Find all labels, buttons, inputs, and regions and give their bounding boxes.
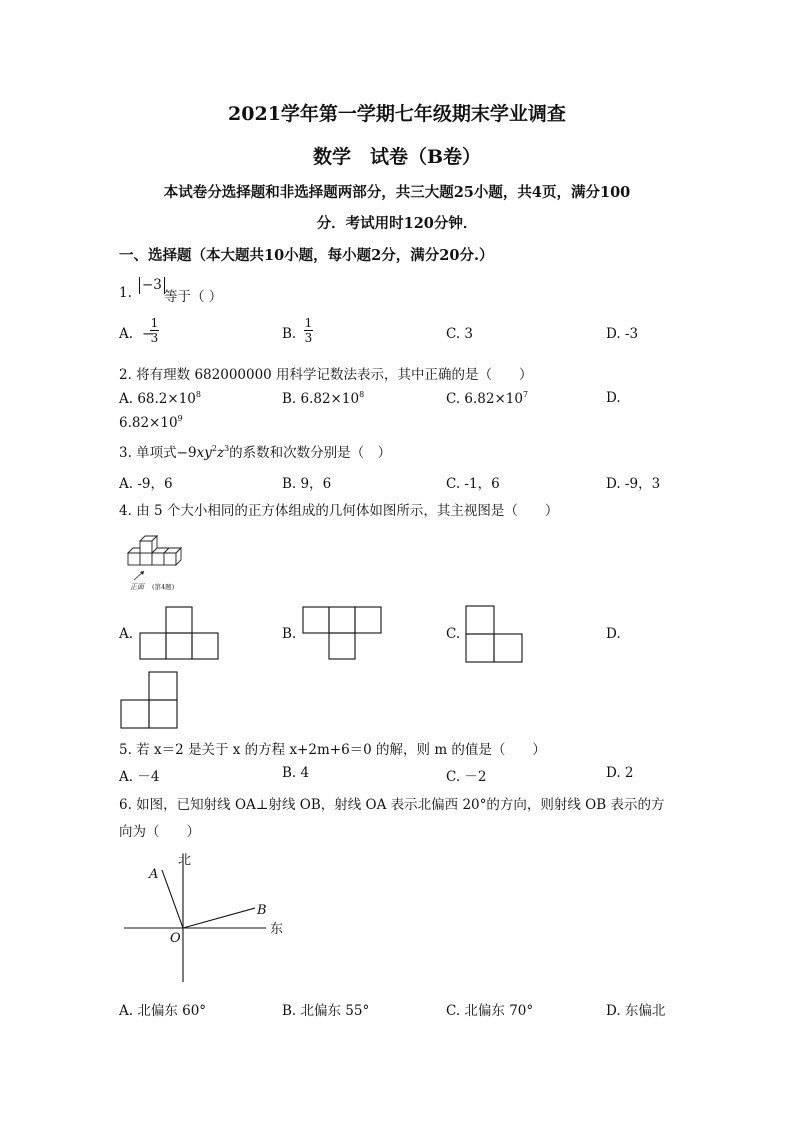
q4-stem: 4. 由 5 个大小相同的正方体组成的几何体如图所示，其主视图是（ ） [119, 503, 559, 519]
q4-option-c-label: C. [446, 626, 461, 642]
q1-option-a-label: A. [119, 326, 134, 342]
exam-note-line2: 分．考试用时120分钟． [316, 215, 478, 232]
q1-option-b-label: B. [282, 326, 297, 342]
q1-option-a-sign: − [142, 326, 154, 342]
q4-option-d-label: D. [606, 626, 621, 642]
q2-option-c-exp: 7 [522, 390, 529, 399]
q4-option-b-label: B. [282, 626, 297, 642]
q2-option-b-exp: 8 [359, 390, 365, 399]
point-b-label: B [257, 903, 267, 918]
q2-option-a-base: A. 68.2×10 [119, 391, 196, 407]
q3-var-x: x [196, 445, 205, 461]
front-label: 正面 [130, 583, 144, 591]
q2-option-d-label: D. [606, 390, 621, 406]
q4-option-d-figure [120, 671, 180, 729]
q6-option-b: B. 北偏东 55° [282, 1003, 370, 1019]
q5-stem: 5. 若 x＝2 是关于 x 的方程 x+2m+6＝0 的解，则 m 的值是（ ） [119, 742, 546, 758]
q4-option-c-figure [465, 605, 525, 663]
q5-option-b: B. 4 [282, 765, 310, 781]
q4-option-a-label: A. [119, 626, 134, 642]
q3-coef: −9 [176, 445, 197, 461]
north-label: 北 [178, 853, 192, 868]
q6-stem-line1: 6. 如图，已知射线 OA⊥射线 OB，射线 OA 表示北偏西 20°的方向，则射线 OB 表示的方 [119, 797, 665, 813]
q1-option-a-numerator: 1 [150, 316, 159, 330]
q2-option-b-base: B. 6.82×10 [282, 391, 360, 407]
q3-y-exp: 2 [211, 444, 217, 453]
q3-option-c: C. -1，6 [446, 476, 500, 492]
exam-subtitle: 数学 试卷（B卷） [312, 146, 482, 168]
q3-var-z: z [216, 445, 225, 461]
q1-option-a-fraction [150, 316, 159, 345]
figure-caption: (第4题) [152, 583, 175, 591]
q2-option-c [446, 390, 528, 407]
q3-option-a: A. -9，6 [119, 476, 173, 492]
exam-note-line1: 本试卷分选择题和非选择题两部分，共三大题25小题，共4页，满分100 [163, 184, 631, 201]
exam-title: 2021学年第一学期七年级期末学业调查 [228, 103, 566, 125]
q5-option-d: D. 2 [606, 765, 634, 781]
q3-suffix: 的系数和次数分别是（ ） [229, 445, 392, 461]
point-a-label: A [149, 867, 159, 882]
q5-option-a: A. －4 [119, 769, 160, 785]
q1-option-c: C. 3 [446, 326, 474, 342]
q6-option-c: C. 北偏东 70° [446, 1003, 534, 1019]
q6-stem-line2: 向为（ ） [119, 824, 200, 840]
q2-option-b [282, 390, 364, 407]
q3-option-b: B. 9，6 [282, 476, 332, 492]
q3-var-y: y [204, 445, 212, 461]
section-heading: 一、选择题（本大题共10小题，每小题2分，满分20分.） [119, 247, 494, 264]
ray-oa [162, 870, 183, 928]
q2-option-c-base: C. 6.82×10 [446, 391, 523, 407]
q3-stem [119, 441, 391, 461]
q1-option-b-numerator: 1 [304, 316, 313, 330]
origin-label: O [170, 931, 181, 946]
q4-option-a-figure [139, 606, 221, 662]
east-label: 东 [270, 922, 284, 937]
q6-option-d: D. 东偏北 [606, 1003, 666, 1019]
q1-stem: 等于（ ） [164, 289, 223, 305]
q3-z-exp: 3 [224, 444, 230, 453]
q1-number: 1. [119, 285, 132, 301]
cube-solid-figure [124, 528, 188, 594]
q2-option-d [119, 414, 183, 431]
q5-option-c: C. －2 [446, 769, 487, 785]
q1-option-b-fraction [304, 316, 313, 345]
q2-option-d-exp: 9 [177, 414, 183, 423]
q4-option-b-figure [302, 606, 384, 662]
q6-direction-figure [118, 848, 298, 988]
q1-abs-expr: −3 [139, 277, 165, 294]
q2-stem: 2. 将有理数 682000000 用科学记数法表示，其中正确的是（ ） [119, 367, 533, 383]
q2-option-a [119, 390, 201, 407]
q1-option-d: D. -3 [606, 326, 639, 342]
q3-option-d: D. -9，3 [606, 476, 661, 492]
q2-option-a-exp: 8 [195, 390, 201, 399]
q6-option-a: A. 北偏东 60° [119, 1003, 207, 1019]
q1-option-b-denominator: 3 [304, 331, 313, 345]
q2-option-d-base: 6.82×10 [119, 415, 178, 431]
q3-prefix: 3. 单项式 [119, 445, 177, 461]
ray-ob [183, 908, 255, 928]
q1-option-a-denominator: 3 [150, 331, 159, 345]
